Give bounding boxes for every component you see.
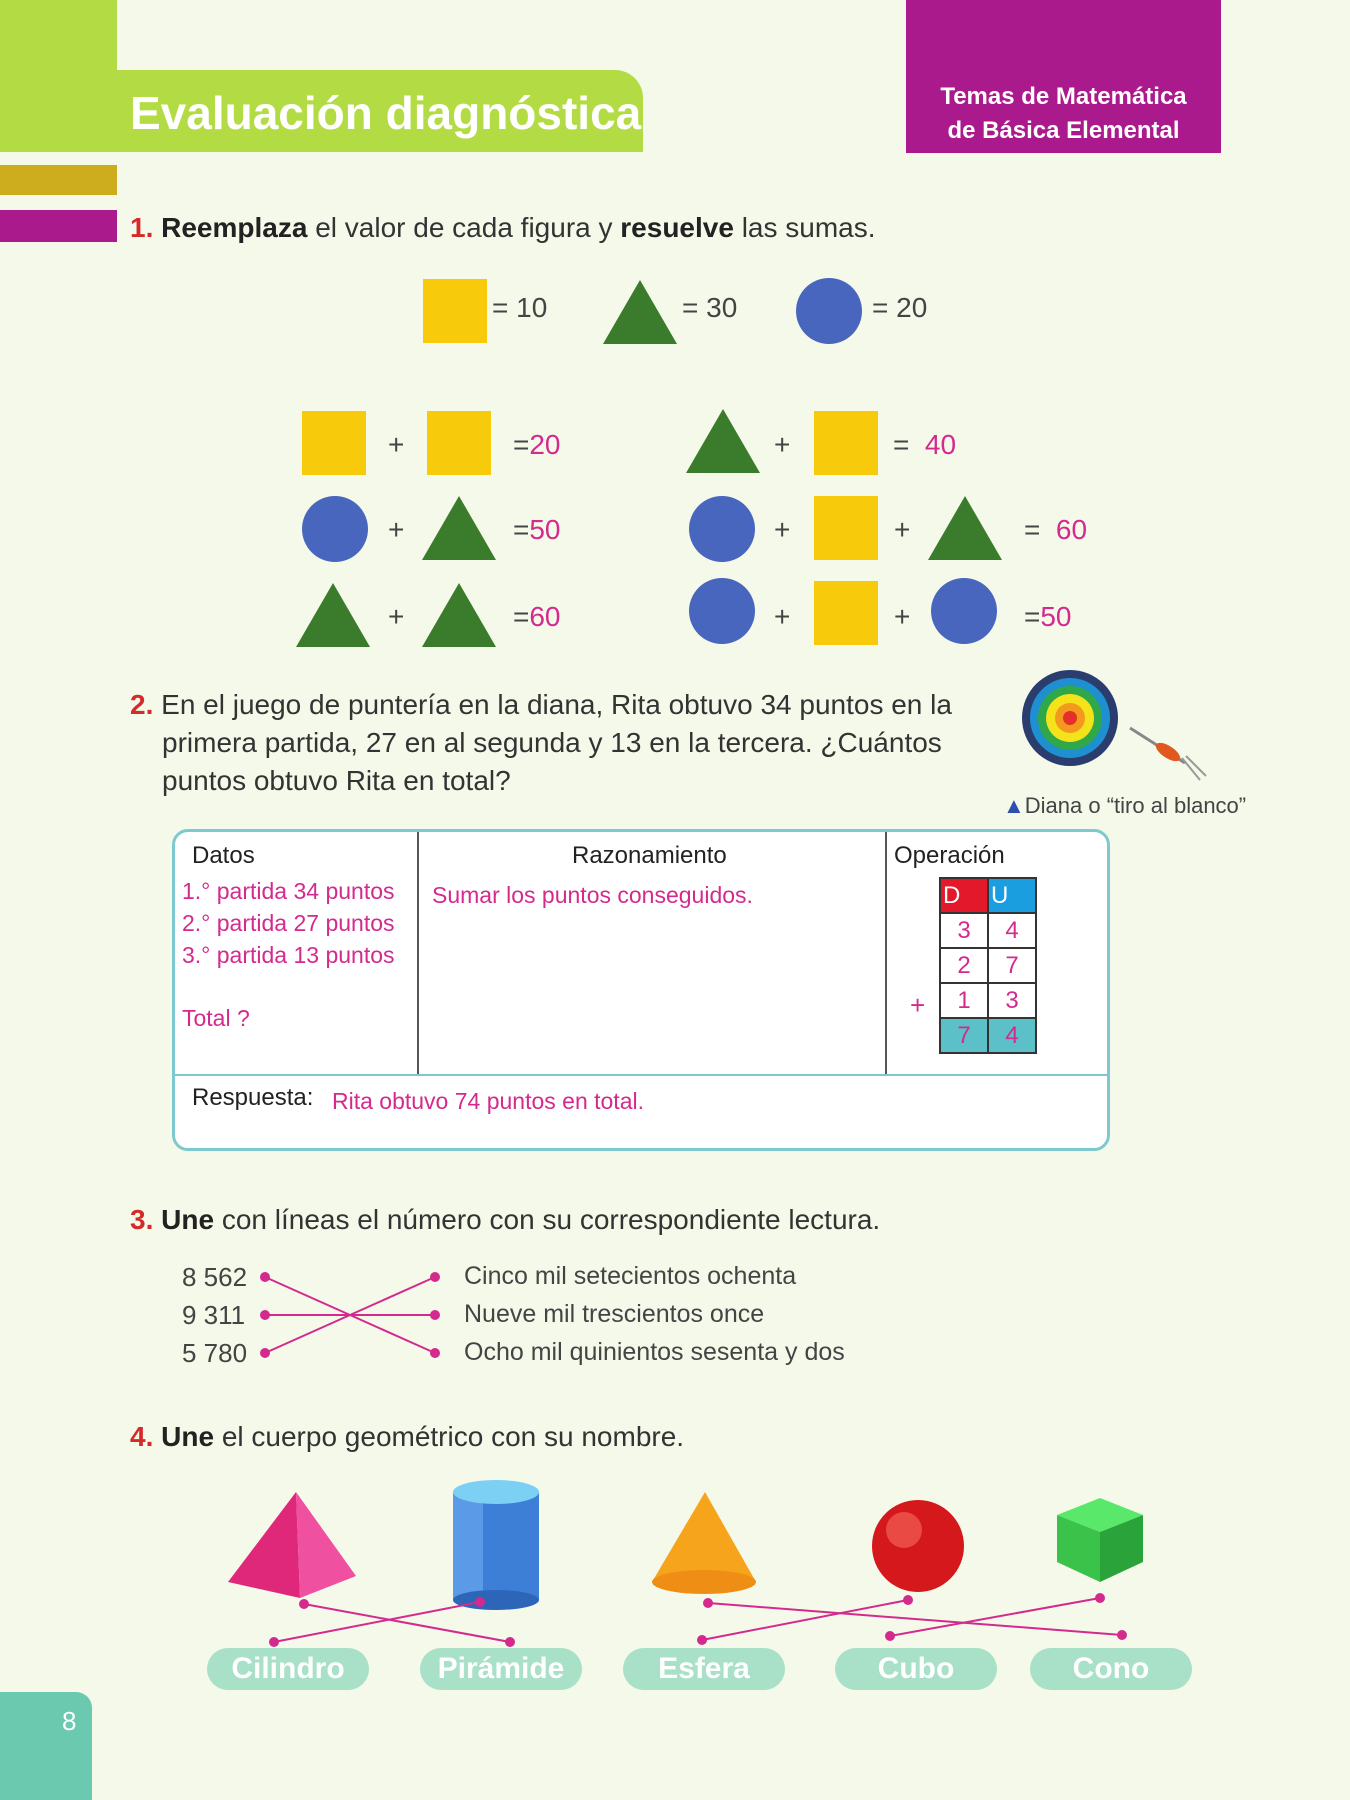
sum6-circle-icon: [931, 578, 997, 644]
sum6-circle-icon: [689, 578, 755, 644]
reading-2: Nueve mil trescientos once: [464, 1300, 765, 1328]
reading-3: Ocho mil quinientos sesenta y dos: [464, 1338, 845, 1366]
sum4-square-icon: [814, 411, 878, 475]
razonamiento-header: Razonamiento: [572, 842, 727, 869]
operacion-header: Operación: [894, 842, 1005, 869]
number-1: 8 562: [182, 1262, 248, 1292]
page-title: Evaluación diagnóstica: [130, 87, 642, 139]
sum3-result: =60: [513, 601, 561, 632]
sum6-result: =50: [1024, 601, 1072, 632]
number-2: 9 311: [182, 1300, 246, 1330]
q1-text-b: las sumas.: [741, 212, 876, 243]
gold-stripe: [0, 165, 117, 195]
table-cell: 2: [940, 948, 988, 983]
sum2-triangle-icon: [422, 496, 496, 560]
dartboard-illustration: [1020, 668, 1230, 788]
table-cell: 3: [940, 913, 988, 948]
q2-number: 2.: [130, 689, 154, 720]
plus-sign: +: [774, 601, 791, 632]
magenta-stripe: [0, 210, 117, 242]
sum3-triangle-icon: [296, 583, 370, 647]
header-d: D: [940, 878, 988, 913]
legend-circle-value: = 20: [872, 292, 928, 323]
sum-cell: 7: [940, 1018, 988, 1053]
number-3: 5 780: [182, 1338, 248, 1368]
sum4-result: = 40: [893, 429, 957, 460]
divider: [417, 832, 419, 1075]
q2-line-2: primera partida, 27 en al segunda y 13 en la tercera. ¿Cuántos: [162, 727, 942, 758]
plus-sign: +: [894, 601, 911, 632]
sum1-square-icon: [427, 411, 491, 475]
operation-plus: +: [910, 990, 926, 1020]
q4-word-une: Une: [161, 1421, 215, 1452]
sum-cell: 4: [988, 1018, 1036, 1053]
cone-icon: [652, 1492, 756, 1594]
sum2-result: =50: [513, 514, 561, 545]
q1-text-a: el valor de cada figura y: [315, 212, 613, 243]
q3-text: con líneas el número con su correspondiente lectura.: [221, 1204, 881, 1235]
dato-1: 1.° partida 34 puntos: [182, 878, 395, 904]
legend-circle-icon: [796, 278, 862, 344]
dato-2: 2.° partida 27 puntos: [182, 910, 395, 936]
q1-word-resuelve: resuelve: [620, 212, 734, 243]
header-green-block: [0, 0, 117, 152]
q3-number: 3.: [130, 1204, 154, 1235]
label-piramide: Pirámide: [420, 1648, 582, 1690]
sum5-square-icon: [814, 496, 878, 560]
dato-total: Total ?: [182, 1005, 250, 1031]
q3-word-une: Une: [161, 1204, 215, 1235]
plus-sign: +: [774, 514, 791, 545]
sum2-circle-icon: [302, 496, 368, 562]
label-cilindro: Cilindro: [207, 1648, 369, 1690]
legend-triangle-icon: [603, 280, 677, 344]
table-cell: 4: [988, 913, 1036, 948]
q1-number: 1.: [130, 212, 154, 243]
respuesta-text: Rita obtuvo 74 puntos en total.: [332, 1088, 644, 1114]
legend-square-icon: [423, 279, 487, 343]
plus-sign: +: [388, 429, 405, 460]
topic-text: [906, 80, 1221, 148]
plus-sign: +: [774, 429, 791, 460]
plus-sign: +: [894, 514, 911, 545]
table-cell: 1: [940, 983, 988, 1018]
label-cono: Cono: [1030, 1648, 1192, 1690]
legend-square-value: = 10: [492, 292, 548, 323]
topic-line-2: de Básica Elemental: [947, 117, 1180, 144]
sum5-triangle-icon: [928, 496, 1002, 560]
divider: [885, 832, 887, 1075]
q3-instruction: [130, 1204, 880, 1236]
header-u: U: [988, 878, 1036, 913]
q4-number: 4.: [130, 1421, 154, 1452]
q2-line-1: En el juego de puntería en la diana, Rita obtuvo 34 puntos en la: [161, 689, 952, 720]
pyramid-icon: [228, 1492, 356, 1598]
sum3-triangle-icon: [422, 583, 496, 647]
cylinder-icon: [453, 1480, 539, 1610]
topic-line-1: Temas de Matemática: [940, 83, 1187, 110]
q2-line-3: puntos obtuvo Rita en total?: [162, 765, 511, 796]
table-cell: 3: [988, 983, 1036, 1018]
razonamiento-text: Sumar los puntos conseguidos.: [432, 882, 753, 908]
cube-icon: [1057, 1498, 1143, 1582]
page-number: 8: [62, 1706, 77, 1736]
sum1-result: =20: [513, 429, 561, 460]
table-cell: 7: [988, 948, 1036, 983]
sum5-result: = 60: [1024, 514, 1088, 545]
label-cubo: Cubo: [835, 1648, 997, 1690]
respuesta-label: Respuesta:: [192, 1084, 314, 1111]
q4-text: el cuerpo geométrico con su nombre.: [221, 1421, 685, 1452]
datos-header: Datos: [192, 842, 255, 869]
q1-word-reemplaza: Reemplaza: [161, 212, 308, 243]
sum1-square-icon: [302, 411, 366, 475]
plus-sign: +: [388, 514, 405, 545]
dato-3: 3.° partida 13 puntos: [182, 942, 395, 968]
sum6-square-icon: [814, 581, 878, 645]
label-esfera: Esfera: [623, 1648, 785, 1690]
page-number-tab: [0, 1692, 92, 1800]
legend-triangle-value: = 30: [682, 292, 738, 323]
q2-problem: [130, 686, 998, 800]
sphere-icon: [872, 1500, 964, 1592]
sum4-triangle-icon: [686, 409, 760, 473]
q3-matching-lines: [255, 1262, 455, 1374]
q4-instruction: [130, 1421, 684, 1453]
plus-sign: +: [388, 601, 405, 632]
dartboard-caption: ▲Diana o “tiro al blanco”: [1003, 793, 1247, 818]
operation-table: [939, 877, 1037, 1054]
q1-instruction: [130, 212, 876, 244]
sum5-circle-icon: [689, 496, 755, 562]
divider: [175, 1074, 1107, 1076]
reading-1: Cinco mil setecientos ochenta: [464, 1262, 797, 1290]
